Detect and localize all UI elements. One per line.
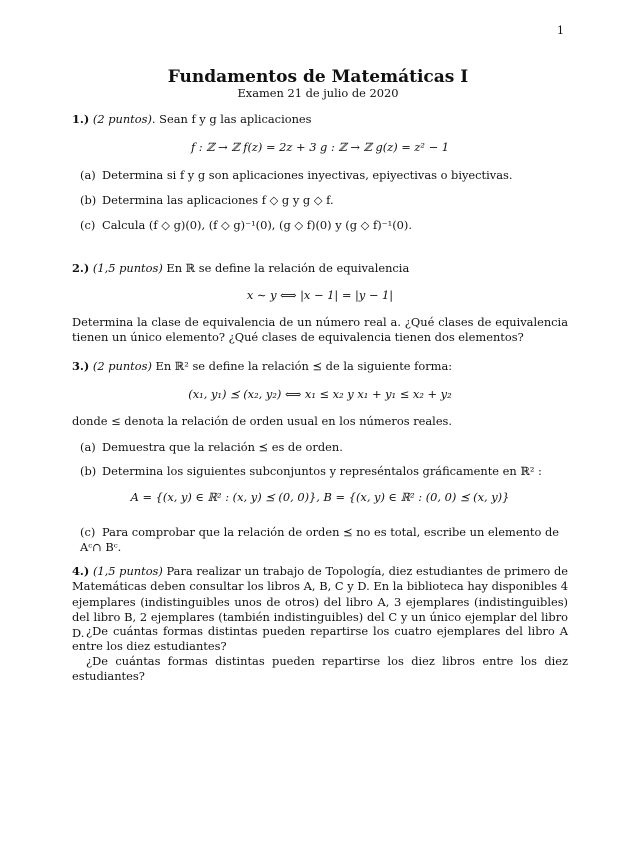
question-3-item-b — [80, 464, 568, 479]
exam-title: Fundamentos de Matemáticas I — [167, 67, 469, 87]
exam-subtitle: Examen 21 de julio de 2020 — [237, 86, 399, 100]
question-4-number: 4.) — [72, 564, 90, 578]
page-number: 1 — [557, 24, 564, 37]
item-label: (b) — [80, 193, 97, 207]
question-2-intro-text: En ℝ se define la relación de equivalencia — [162, 261, 410, 275]
question-3-formula-text: (x₁, y₁) ⪯ (x₂, y₂) ⟺ x₁ ≤ x₂ y x₁ + y₁ ≤ x₂ + y₂ — [188, 387, 452, 401]
question-3-intro — [72, 359, 568, 374]
question-1-item-b — [80, 193, 568, 208]
question-1-intro — [72, 112, 568, 127]
item-text: Calcula (f ◇ g)(0), (f ◇ g)⁻¹(0), (g ◇ f)(0) y (g ◇ f)⁻¹(0). — [102, 218, 412, 232]
question-3-intro-text: En ℝ² se define la relación ⪯ de la siguiente forma: — [151, 359, 453, 373]
item-text: Determina si f y g son aplicaciones inyectivas, epiyectivas o biyectivas. — [102, 168, 513, 182]
question-3-number: 3.) — [72, 359, 90, 373]
question-2-intro — [72, 261, 568, 276]
question-2-number: 2.) — [72, 261, 90, 275]
item-label: (c) — [80, 218, 96, 232]
item-label: (c) — [80, 525, 96, 539]
question-2-formula — [72, 288, 568, 303]
question-1-formula — [72, 140, 568, 155]
question-3-sets-formula-text: A = {(x, y) ∈ ℝ² : (x, y) ⪯ (0, 0)}, B = {(x, y) ∈ ℝ² : (0, 0) ⪯ (x, y)} — [130, 490, 510, 504]
question-3-sets-formula — [72, 490, 568, 505]
item-label: (b) — [80, 464, 97, 478]
item-text: Demuestra que la relación ⪯ es de orden. — [102, 440, 343, 454]
item-label: (a) — [80, 440, 96, 454]
item-label: (a) — [80, 168, 96, 182]
question-1-points: (2 puntos) — [92, 112, 152, 126]
question-3-formula — [72, 387, 568, 402]
question-1-item-c — [80, 218, 568, 233]
item-text: Para comprobar que la relación de orden ⪯ no es total, escribe un elemento de Aᶜ∩ Bᶜ. — [80, 525, 559, 555]
question-4-intro-text: Para realizar un trabajo de Topología, diez estudiantes de primero de Matemáticas deben consultar los libros A, B, C y D. En la biblioteca hay disponibles 4 ejemplares (indistinguibles unos de otros) del libro A, 3 ejemplares (indistinguibles) del libro B, 2 ejemplares (también indistinguibles) del C y un único ejemplar del libro D. — [72, 564, 568, 640]
item-text: Determina las aplicaciones f ◇ g y g ◇ f. — [102, 193, 334, 207]
question-1-number: 1.) — [72, 112, 90, 126]
question-1-item-a — [80, 168, 568, 183]
question-3-text: donde ≤ denota la relación de orden usual en los números reales. — [72, 414, 453, 428]
question-4-part-1: ¿De cuántas formas distintas pueden repartirse los cuatro ejemplares del libro A entre los diez estudiantes? — [72, 624, 568, 654]
question-4-points: (1,5 puntos) — [92, 564, 163, 578]
question-4-part-2: ¿De cuántas formas distintas pueden repartirse los diez libros entre los diez estudiantes? — [72, 654, 568, 684]
question-1-intro-text: . Sean f y g las aplicaciones — [151, 112, 312, 126]
question-1-formula-text: f : ℤ → ℤ f(z) = 2z + 3 g : ℤ → ℤ g(z) = z² − 1 — [190, 140, 450, 154]
question-2-text: Determina la clase de equivalencia de un número real a. ¿Qué clases de equivalencia tienen un único elemento? ¿Qué clases de equivalencia tienen dos elementos? — [72, 315, 568, 345]
question-3-points: (2 puntos) — [92, 359, 152, 373]
question-3-item-a — [80, 440, 568, 455]
question-2-points: (1,5 puntos) — [92, 261, 163, 275]
question-3-item-c — [80, 525, 568, 556]
question-2-formula-text: x ∼ y ⟺ |x − 1| = |y − 1| — [246, 288, 394, 302]
item-text: Determina los siguientes subconjuntos y represéntalos gráficamente en ℝ² : — [102, 464, 542, 478]
